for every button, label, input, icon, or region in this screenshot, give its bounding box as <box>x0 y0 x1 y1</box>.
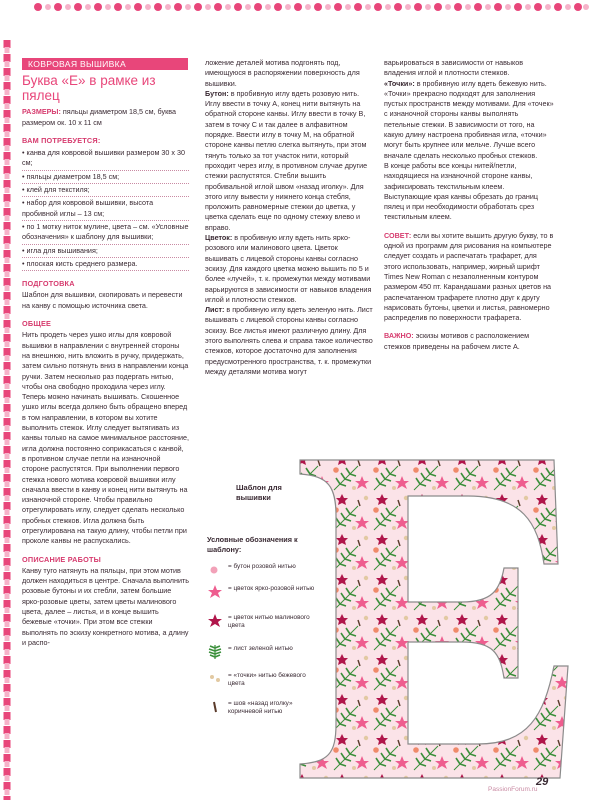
important-paragraph <box>384 331 554 352</box>
flower-text: в пробивную иглу вдеть нить ярко-розового или малинового цвета. Цветок вышивать с лицевой стороны канвы согласно эскизу. Для каждого цветка можно вышить по 5 и более «лучей», т. к. промежутки между мотивами варьируются в зависимости от навыков владения иглой и плотности стежков. <box>205 233 372 304</box>
legend-text: = цветок ярко-розовой нитью <box>228 585 315 592</box>
important-text: эскизы мотивов с расположением стежков приведены на рабочем листе А. <box>384 331 530 351</box>
leaf-text: в пробивную иглу вдеть зеленую нить. Лист вышивать с лицевой стороны канвы согласно эскизу. Все листья имеют различную длину. Для этого выполнять слева и справа такое количество стежков, которое достаточно для заполнения предусмотренного пространства, т. к. промежутки между деталями мотива могут <box>205 305 373 376</box>
end-paragraph: В конце работы все концы нитей/петли, находящиеся на изнаночной стороне канвы, зафиксировать текстильным клеем. Выступающие края канвы обрезать до границ пялец и при необходимости обработать срез текстильным клеем. <box>384 160 539 222</box>
buton-paragraph <box>205 89 373 233</box>
materials-list <box>22 147 189 271</box>
buton-label: Бутон: <box>205 88 229 98</box>
rose-bud-icon <box>206 563 228 577</box>
site-watermark: PassionForum.ru <box>488 786 538 793</box>
work-heading: ОПИСАНИЕ РАБОТЫ <box>22 554 101 564</box>
list-item: • канва для ковровой вышивки размером 30 х 30 см; <box>22 147 189 171</box>
crimson-flower-icon <box>206 614 228 628</box>
flower-label: Цветок: <box>205 233 233 243</box>
advice-paragraph <box>384 231 554 324</box>
legend-title: Условные обозначения к шаблону: <box>207 535 298 554</box>
materials-heading: ВАМ ПОТРЕБУЕТСЯ: <box>22 135 101 145</box>
col3-intro: варьироваться в зависимости от навыков владения иглой и плотности стежков. <box>384 58 524 78</box>
list-item: • набор для ковровой вышивки, высота пробивной иглы – 13 см; <box>22 197 189 221</box>
list-item: • клей для текстиля; <box>22 184 189 197</box>
list-item: • пяльцы диаметром 18,5 см; <box>22 171 189 184</box>
col2-intro: ложение деталей мотива подгонять под, имеющуюся в распоряжении поверхность для вышивки. <box>205 58 360 88</box>
sizes-text: пяльцы диаметром 18,5 см, буква размером ок. 10 х 11 см <box>22 107 176 127</box>
legend-text: = бутон розовой нитью <box>228 563 296 570</box>
column-middle <box>205 58 373 377</box>
work-text: Канву туго натянуть на пяльцы, при этом мотив должен находиться в центре. Сначала выполнить розовые бутоны и их стебли, затем большие ярко-розовые цветы, затем цветы малинового цвета, далее – листья, и в конце вышить бежевые «точки». При этом все стежки выполнять по эскизу конкретного мотива, а длину и распо- <box>22 565 190 647</box>
flower-paragraph <box>205 233 373 305</box>
top-border-decoration <box>30 0 593 14</box>
preparation-heading: ПОДГОТОВКА <box>22 279 75 289</box>
list-item: • игла для вышивания; <box>22 245 189 258</box>
green-leaf-icon <box>206 645 228 659</box>
beige-dots-icon <box>206 672 228 686</box>
dots-paragraph <box>384 79 554 161</box>
general-text: Нить продеть через ушко иглы для ковровой вышивки в направлении с внутренней стороны на внешнюю, нить вложить в ручку, придержать, затем сильно потянуть вниз в направлении конца ручки. Затем несколько раз подергать нитью, чтобы она свободно проходила через иглу. Теперь можно начинать вышивать. Скошенное ушко иглы всегда должно быть обращено вперед в том направлении, в котором вы хотите выполнить стежок. Иглу следует вытягивать из канвы только на самое минимальное расстояние, игла должна постоянно соприкасаться с канвой, в противном случае петли на изнаночной стороне распустятся. При выполнении первого стежка нового мотива ковровой вышивки иглу сначала ввести в канву и конец нити вытянуть на изнаночной стороне. Чтобы правильно отрегулировать иглу, следует сделать несколько пробных стежков. Игла должна быть отрегулирована на такую длину, чтобы петли при проколе канвы не распускались. <box>22 330 189 546</box>
advice-label: СОВЕТ: <box>384 230 412 240</box>
legend-text: = лист зеленой нитью <box>228 645 293 652</box>
list-item: • плоская кисть среднего размера. <box>22 258 189 271</box>
legend-text: = шов «назад иголку» коричневой нитью <box>228 700 293 715</box>
column-right <box>384 58 554 352</box>
brown-stitch-icon <box>206 700 228 714</box>
section-banner: КОВРОВАЯ ВЫШИВКА <box>22 58 188 70</box>
bright-pink-flower-icon <box>206 585 228 599</box>
letter-e-pattern <box>292 452 572 784</box>
dots-label: «Точки»: <box>384 78 415 88</box>
article-title: Буква «Е» в рамке из пялец <box>22 73 156 103</box>
leaf-label: Лист: <box>205 305 225 315</box>
general-heading: ОБЩЕЕ <box>22 319 52 329</box>
legend-text: = «точки» нитью бежевого цвета <box>228 672 306 687</box>
buton-text: в пробивную иглу вдеть розовую нить. Иглу ввести в точку А, конец нити вытянуть на обратной стороне канвы. Иглу ввести в точку В, затем в точку С и так далее в алфавитном порядке. Ввести иглу в точку М, на обратной стороне канвы петлю слегка вытянуть, при этом тянуть только за тот участок нити, который проходит через иглу, в противном случае другие стежки распустятся. Стебли вышить пробивальной иглой швом «назад иголку». Для этого иглу вывести у нижнего конца стебля, проложить равномерные стежки до цветка, у цветка сделать еще по одному стежку влево и вправо. <box>205 88 368 232</box>
page-number: 29 <box>536 776 549 788</box>
legend-text: = цветок нитью малинового цвета <box>228 614 310 629</box>
left-border-decoration <box>0 40 14 800</box>
sizes-block <box>22 107 189 128</box>
advice-text: если вы хотите вышить другую букву, то в одной из программ для рисования на компьютере следует создать и распечатать трафарет, для этого использовать, например, жирный шрифт Times New Roman с незаполненным контуром размером 450 пт. Карандашами разных цветов на распечатанном трафарете плотно друг к другу нарисовать бутоны, цветки и листья, равномерно распределив по поверхности трафарета. <box>384 230 554 323</box>
sizes-label: РАЗМЕРЫ: <box>22 107 61 117</box>
figure-caption: Шаблон для вышивки <box>236 483 282 502</box>
dots-text: в пробивную иглу вдеть бежевую нить. «Точки» прекрасно подходят для заполнения пустых пространств между мотивами. Для «точек» с изнаночной стороны канвы выполнять петельные стежки. В зависимости от того, на какую длину настроена пробивная игла, «точки» могут быть крупнее или мельче. Лучше всего вначале сделать несколько пробных стежков. <box>384 78 554 160</box>
preparation-text: Шаблон для вышивки, скопировать и перевести на канву с помощью источника света. <box>22 290 183 310</box>
list-item: • по 1 мотку ниток мулине, цвета – см. «Условные обозначения» к шаблону для вышивки; <box>22 221 189 245</box>
column-left <box>22 58 189 648</box>
leaf-paragraph <box>205 305 373 377</box>
important-label: ВАЖНО: <box>384 331 414 341</box>
